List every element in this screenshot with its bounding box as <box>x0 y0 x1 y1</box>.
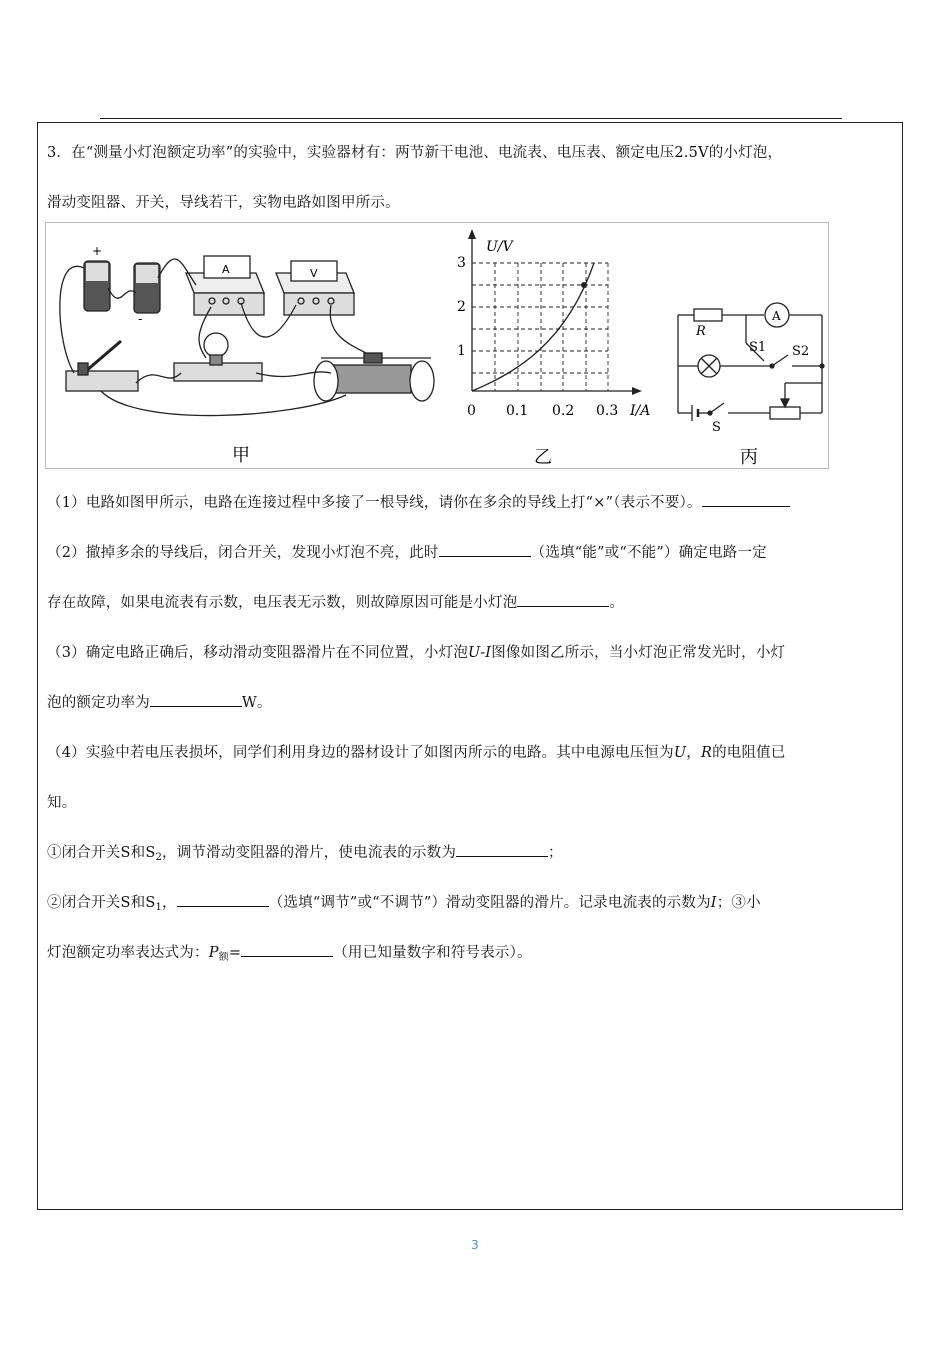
step-2-i-symbol: I <box>710 895 717 911</box>
part-2-text-a: （2）撤掉多余的导线后，闭合开关，发现小灯泡不亮，此时 <box>47 545 439 561</box>
figure-panel <box>45 222 829 469</box>
part-3-line1 <box>47 641 785 662</box>
step-2-text-a: ②闭合开关S和S <box>47 895 156 911</box>
part-3-line2 <box>47 691 272 712</box>
graph-x-tick-0: 0 <box>467 403 476 419</box>
graph-y-tick-1: 1 <box>457 343 466 359</box>
knife-switch <box>66 341 138 391</box>
graph-x-label: I/A <box>630 403 651 419</box>
answer-blank-4[interactable] <box>150 692 242 707</box>
answer-blank-6[interactable] <box>177 892 269 907</box>
step-2-text-b: ， <box>162 895 177 911</box>
circuit-r-label: R <box>696 324 706 339</box>
graph-rated-point <box>581 282 587 288</box>
part-2-text-d: 。 <box>609 595 625 611</box>
graph-grid <box>472 263 608 391</box>
answer-blank-3[interactable] <box>517 592 609 607</box>
step-3-text-a: 灯泡额定功率表达式为： <box>47 945 209 961</box>
step-1-text-b: ，调节滑动变阻器的滑片，使电流表的示数为 <box>162 845 457 861</box>
part-4-u-symbol: U <box>673 745 687 761</box>
step-2-line <box>47 891 761 913</box>
part-2-line2 <box>47 591 624 612</box>
part-4-r-symbol: R <box>700 745 713 761</box>
rheostat-device <box>314 353 434 401</box>
part-3-text-c: 泡的额定功率为 <box>47 695 150 711</box>
step-2-text-c: （选填“调节”或“不调节”）滑动变阻器的滑片。记录电流表的示数为 <box>268 895 711 911</box>
figure-jia-physical-circuit <box>60 256 434 416</box>
bulb-base <box>174 333 262 381</box>
part-4-text-b: ， <box>686 745 701 761</box>
answer-blank-7[interactable] <box>241 942 333 957</box>
graph-ui-curve <box>472 263 594 391</box>
question-number: 3． <box>47 145 72 161</box>
step-1-subscript: 2 <box>155 852 163 863</box>
step-2-text-d: ；③小 <box>716 895 761 911</box>
step-3-subscript: 额 <box>218 952 229 963</box>
part-2-text-b: （选填“能”或“不能”）确定电路一定 <box>530 545 767 561</box>
step-3-equals: = <box>228 945 242 961</box>
part-4-line2: 知。 <box>47 795 77 811</box>
circuit-ammeter-label: A <box>772 309 781 323</box>
part-4-text-a: （4）实验中若电压表损坏，同学们利用身边的器材设计了如图丙所示的电路。其中电源电压恒为 <box>47 745 674 761</box>
step-2-subscript: 1 <box>155 902 163 913</box>
answer-blank-1[interactable] <box>702 492 790 507</box>
graph-y-tick-2: 2 <box>457 299 466 315</box>
step-3-line <box>47 941 532 963</box>
part-1-line <box>47 491 790 512</box>
part-2-text-c: 存在故障，如果电流表有示数，电压表无示数，则故障原因可能是小灯泡 <box>47 595 518 611</box>
circuit-resistor-r <box>694 309 722 321</box>
part-1-text: （1）电路如图甲所示，电路在连接过程中多接了一根导线，请你在多余的导线上打“×”（表示不要）。 <box>47 495 702 511</box>
header-rule <box>100 118 842 119</box>
figure-svg <box>46 223 830 470</box>
part-4-text-c: 的电阻值已 <box>712 745 786 761</box>
step-1-text-a: ①闭合开关S和S <box>47 845 156 861</box>
circuit-s2-label: S2 <box>792 344 810 359</box>
graph-y-tick-3: 3 <box>457 255 466 271</box>
page-number: 3 <box>471 1238 479 1252</box>
part-3-text-d: W。 <box>241 695 272 711</box>
part-3-text-a: （3）确定电路正确后，移动滑动变阻器滑片在不同位置，小灯泡 <box>47 645 469 661</box>
answer-blank-5[interactable] <box>456 842 548 857</box>
part-3-ui-symbol: U-I <box>468 645 492 661</box>
graph-x-tick-2: 0.2 <box>552 403 575 419</box>
step-3-text-b: （用已知量数字和符号表示）。 <box>333 945 532 961</box>
battery-minus-label: - <box>138 312 143 326</box>
step-1-text-c: ； <box>548 845 563 861</box>
graph-y-label: U/V <box>486 239 513 255</box>
figure-yi-label: 乙 <box>534 447 552 468</box>
part-3-text-b: 图像如图乙所示，当小灯泡正常发光时，小灯 <box>491 645 786 661</box>
circuit-rheostat <box>770 407 800 419</box>
graph-x-tick-1: 0.1 <box>506 403 529 419</box>
circuit-s-label: S <box>712 420 721 435</box>
question-intro-line1 <box>47 141 782 162</box>
ammeter-face-label: A <box>222 263 230 276</box>
question-intro-line2: 滑动变阻器、开关，导线若干，实物电路如图甲所示。 <box>47 195 400 211</box>
question-intro-text: 在“测量小灯泡额定功率”的实验中，实验器材有：两节新干电池、电流表、电压表、额定电压2.5V的小灯泡， <box>71 145 783 161</box>
graph-x-tick-3: 0.3 <box>596 403 619 419</box>
step-3-p-symbol: P <box>208 945 219 961</box>
figure-bing-label: 丙 <box>740 447 758 468</box>
step-1-line <box>47 841 563 863</box>
figure-bing-circuit-diagram <box>678 303 824 421</box>
answer-blank-2[interactable] <box>439 542 531 557</box>
part-4-line1 <box>47 741 786 762</box>
figure-yi-ui-graph <box>457 229 650 419</box>
voltmeter-face-label: V <box>310 267 318 280</box>
figure-jia-label: 甲 <box>232 445 250 466</box>
battery-plus-label: + <box>92 244 103 258</box>
circuit-s1-label: S1 <box>749 340 767 355</box>
part-2-line1 <box>47 541 767 562</box>
